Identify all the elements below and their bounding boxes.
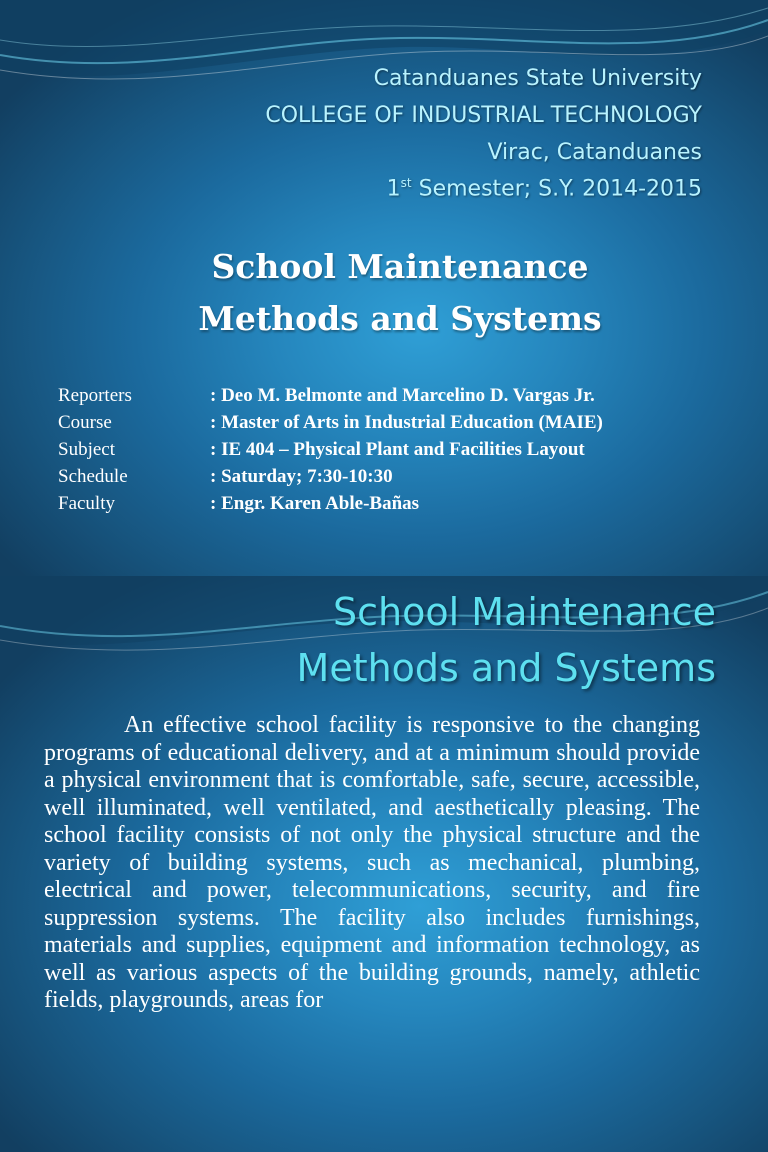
slide-title-line2: Methods and Systems	[198, 299, 602, 338]
info-value: : Engr. Karen Able-Bañas	[210, 493, 420, 514]
slide-title	[297, 584, 716, 696]
slide-title-line2: Methods and Systems	[296, 646, 716, 690]
info-value: : IE 404 – Physical Plant and Facilities Layout	[210, 439, 585, 460]
semester-text	[387, 176, 702, 201]
info-label: Faculty	[58, 493, 115, 514]
info-row-faculty	[58, 490, 603, 517]
college-name: COLLEGE OF INDUSTRIAL TECHNOLOGY	[265, 103, 702, 128]
info-label: Schedule	[58, 466, 128, 487]
info-row-course	[58, 409, 603, 436]
info-value: : Deo M. Belmonte and Marcelino D. Vargas Jr.	[210, 385, 595, 406]
info-row-reporters	[58, 382, 603, 409]
semester-number: 1	[386, 176, 401, 202]
location-text: Virac, Catanduanes	[487, 140, 702, 165]
content-slide	[0, 576, 768, 1152]
slide-title-line1: School Maintenance	[211, 247, 589, 286]
info-label: Reporters	[58, 385, 132, 406]
info-value: : Master of Arts in Industrial Education (MAIE)	[210, 412, 603, 433]
info-row-subject	[58, 436, 603, 463]
presentation-info	[58, 382, 603, 517]
university-name: Catanduanes State University	[373, 66, 702, 91]
info-label: Course	[58, 412, 112, 433]
slide-title-line1: School Maintenance	[333, 590, 716, 634]
semester-rest: Semester; S.Y. 2014-2015	[411, 176, 702, 202]
semester-suffix: st	[400, 176, 412, 190]
info-label: Subject	[58, 439, 115, 460]
info-row-schedule	[58, 463, 603, 490]
info-value: : Saturday; 7:30-10:30	[210, 466, 393, 487]
body-paragraph: An effective school facility is responsive to the changing programs of educational delivery, and at a minimum should provide a physical environment that is comfortable, safe, secure, accessible, well illuminated, well ventilated, and aesthetically pleasing. The school facility consists of not only the physical structure and the variety of building systems, such as mechanical, plumbing, electrical and power, telecommunications, security, and fire suppression systems. The facility also includes furnishings, materials and supplies, equipment and information technology, as well as various aspects of the building grounds, namely, athletic fields, playgrounds, areas for	[44, 712, 700, 1013]
